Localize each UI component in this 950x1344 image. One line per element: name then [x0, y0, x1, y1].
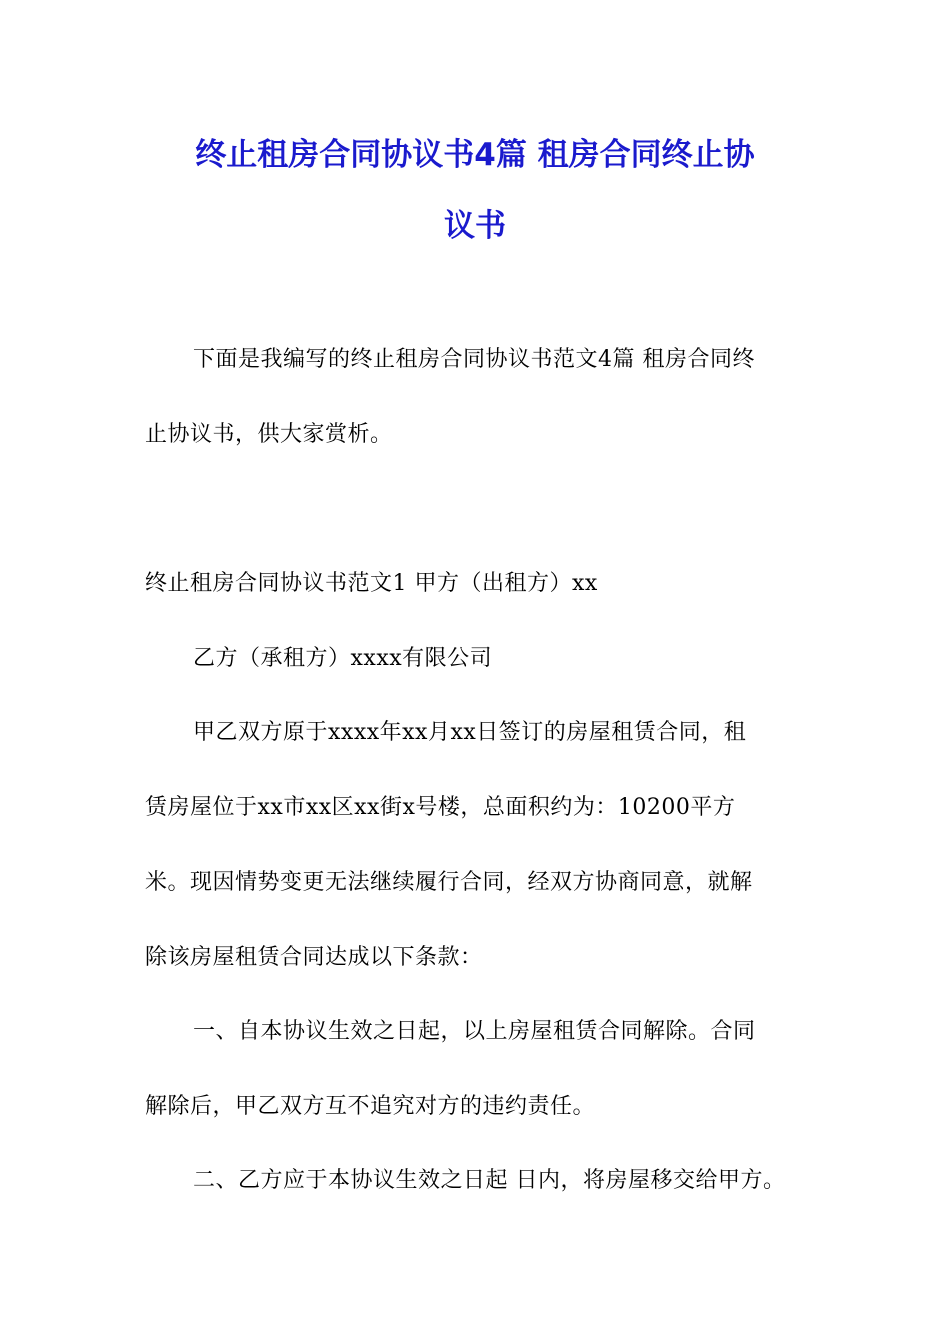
document-title-line-1: 终止租房合同协议书4篇 租房合同终止协 [195, 137, 755, 173]
body-paragraph-1-line-2: 赁房屋位于xx市xx区xx街x号楼，总面积约为：10200平方 [145, 795, 736, 820]
intro-paragraph-line-1: 下面是我编写的终止租房合同协议书范文4篇 租房合同终 [193, 347, 755, 372]
section-heading-sample-1: 终止租房合同协议书范文1 甲方（出租方）xx [145, 571, 598, 596]
clause-2-line-1: 二、乙方应于本协议生效之日起 日内，将房屋移交给甲方。 [193, 1168, 786, 1193]
body-paragraph-1-line-3: 米。现因情势变更无法继续履行合同，经双方协商同意，就解 [145, 870, 753, 895]
document-title-line-2: 议书 [444, 208, 506, 244]
clause-1-line-2: 解除后，甲乙双方互不追究对方的违约责任。 [145, 1094, 596, 1119]
body-paragraph-1-line-1: 甲乙双方原于xxxx年xx月xx日签订的房屋租赁合同，租 [193, 720, 747, 745]
intro-paragraph-line-2: 止协议书，供大家赏析。 [145, 422, 393, 447]
body-paragraph-1-line-4: 除该房屋租赁合同达成以下条款： [145, 945, 483, 970]
party-b-line: 乙方（承租方）xxxx有限公司 [193, 646, 493, 671]
clause-1-line-1: 一、自本协议生效之日起，以上房屋租赁合同解除。合同 [193, 1019, 756, 1044]
